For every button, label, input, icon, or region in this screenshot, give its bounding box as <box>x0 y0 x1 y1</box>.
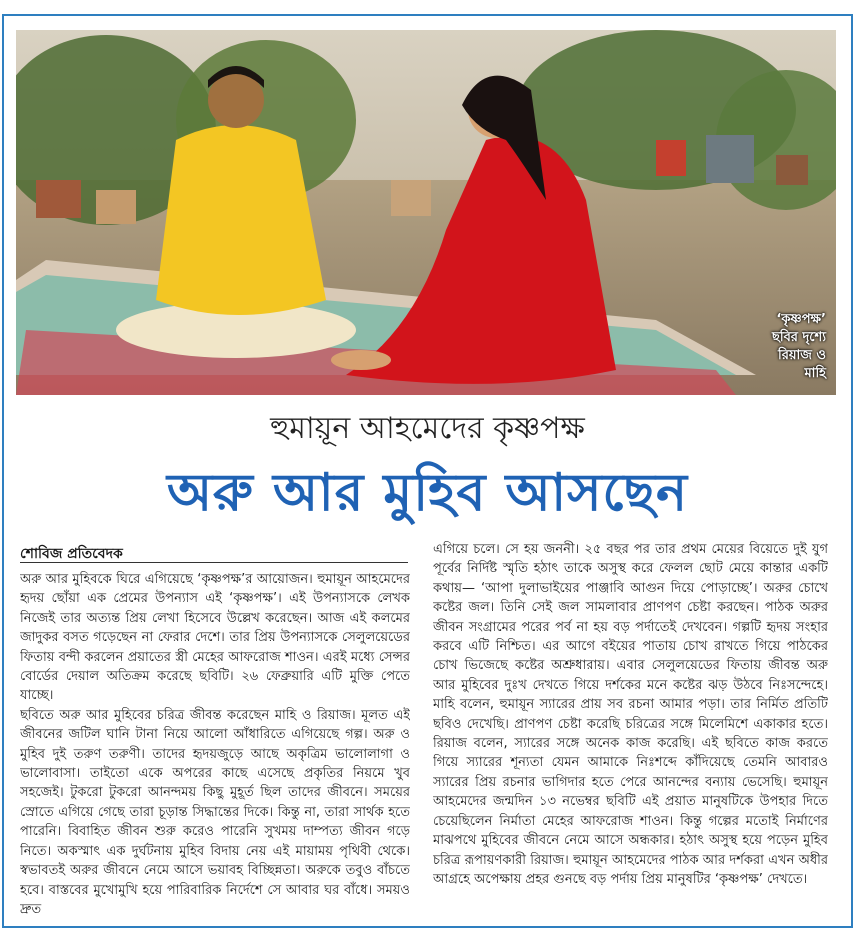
body-paragraph: অরু আর মুহিবকে ঘিরে এগিয়েছে ‘কৃষ্ণপক্ষ’র আয়োজন। হুমায়ূন আহমেদের হৃদয় ছোঁয়া এক প্রেমের উপন্যাস এই ‘কৃষ্ণপক্ষ’। এই উপন্যাসকে লেখক নিজেই তার অত্যন্ত প্রিয় লেখা হিসেবে উল্লেখ করেছেন। আজ এই কলমের জাদুকর বসত গড়েছেন না ফেরার দেশে। তার প্রিয় উপন্যাসকে সেলুলয়েডের ফিতায় বন্দী করলেন প্রয়াতের স্ত্রী মেহের আফরোজ শাওন। এরই মধ্যে সেন্সর বোর্ডের দেয়াল অতিক্রম করেছে ছবিটি। ২৬ ফেব্রুয়ারি এটি মুক্তি পেতে যাচ্ছে। <box>20 572 410 704</box>
article-headline: অরু আর মুহিব আসছেন <box>167 462 688 523</box>
caption-line: রিয়াজ ও <box>777 348 826 363</box>
article-column-left <box>20 570 410 920</box>
caption-line: মাহি <box>804 366 826 381</box>
article-photo <box>16 30 836 395</box>
photo-illustration <box>16 30 836 395</box>
article-kicker: হুমায়ূন আহমেদের কৃষ্ণপক্ষ <box>270 411 585 446</box>
photo-caption <box>734 311 826 383</box>
article-byline: শোবিজ প্রতিবেদক <box>20 546 123 562</box>
body-paragraph: এগিয়ে চলে। সে হয় জননী। ২৫ বছর পর তার প্রথম মেয়ের বিয়েতে দুই যুগ পূর্বের নির্দিষ্ট স্মৃতি হঠাৎ তাকে অসুস্থ করে ফেলল ছোট মেয়ে কান্তার একটি কথায়— ‘আপা দুলাভাইয়ের পাঞ্জাবি আগুন দিয়ে পোড়াচ্ছে’। অরুর চোখে কষ্টের জল। তিনি সেই জল সামলাবার প্রাণপণ চেষ্টা করছেন। পাঠক অরুর জীবন সংগ্রামের পরের পর্ব না হয় বড় পর্দাতেই দেখবেন। গল্পটি হৃদয় সংহার করবে এটি নিশ্চিত। এর আগে বইয়ের পাতায় চোখ রাখতে গিয়ে পাঠকের চোখ ভিজেছে কষ্টের অশ্রুধারায়। এবার সেলুলয়েডের ফিতায় জীবন্ত অরু আর মুহিবের দুঃখ দেখতে গিয়ে দর্শকের মনে কষ্টের ঝড় উঠবে নিঃসন্দেহে। মাহি বলেন, হুমায়ূন স্যারের প্রায় সব রচনা আমার পড়া। তার নির্মিত প্রতিটি ছবিও দেখেছি। প্রাণপণ চেষ্টা করেছি চরিত্রের সঙ্গে মিলেমিশে একাকার হতে। রিয়াজ বলেন, স্যারের সঙ্গে অনেক কাজ করেছি। এই ছবিতে কাজ করতে গিয়ে স্যারের শূন্যতা যেমন আমাকে নিঃশব্দে কাঁদিয়েছে তেমনি আবারও স্যারের প্রিয় রচনার ভাগিদার হতে পেরে আনন্দের বন্যায় ভেসেছি। হুমায়ূন আহমেদের জন্মদিন ১৩ নভেম্বর ছবিটি এই প্রয়াত মানুষটিকে উপহার দিতে চেয়েছিলেন নির্মাতা মেহের আফরোজ শাওন। কিন্তু গল্পের মতোই নির্মাণের মাঝপথে মুহিবের জীবনে নেমে আসে অন্ধকার। হঠাৎ অসুস্থ হয়ে পড়েন মুহিব চরিত্র রূপায়ণকারী রিয়াজ। হুমায়ূন আহমেদের পাঠক আর দর্শকরা এখন অধীর আগ্রহে অপেক্ষায় প্রহর গুনছে বড় পর্দায় প্রিয় মানুষটির ‘কৃষ্ণপক্ষ’ দেখতে। <box>433 542 828 887</box>
article-column-right <box>433 540 828 925</box>
byline-divider <box>20 562 408 563</box>
body-paragraph: ছবিতে অরু আর মুহিবের চরিত্র জীবন্ত করেছেন মাহি ও রিয়াজ। মূলত এই জীবনের জটিল ঘানি টানা নিয়ে আলো আঁধারিতে এগিয়েছে গল্প। অরু ও মুহিব দুই তরুণ তরুণী। তাদের হৃদয়জুড়ে আছে অকৃত্রিম ভালোলাগা ও ভালোবাসা। তাইতো একে অপরের কাছে এসেছে প্রকৃতির নিয়মে খুব সহজেই। টুকরো টুকরো আনন্দময় কিছু মুহূর্ত ছিল তাদের জীবনে। সময়ের স্রোতে এগিয়ে গেছে তারা চূড়ান্ত সিদ্ধান্তের দিকে। কিন্তু না, তারা সার্থক হতে পারেনি। বিবাহিত জীবন শুরু করেও পারেনি সুখময় দাম্পত্য জীবন গড়ে নিতে। অকস্মাৎ এক দুর্ঘটনায় মুহিব বিদায় নেয় এই মায়াময় পৃথিবী থেকে। স্বভাবতই অরুর জীবনে নেমে আসে ভয়াবহ বিচ্ছিন্নতা। অরুকে তবুও বাঁচতে হবে। বাস্তবের মুখোমুখি হয়ে পারিবারিক নির্দেশে সে আবার ঘর বাঁধে। সময়ও দ্রুত <box>20 707 410 917</box>
caption-line: ‘কৃষ্ণপক্ষ’ <box>776 312 826 327</box>
caption-line: ছবির দৃশ্যে <box>771 330 826 345</box>
